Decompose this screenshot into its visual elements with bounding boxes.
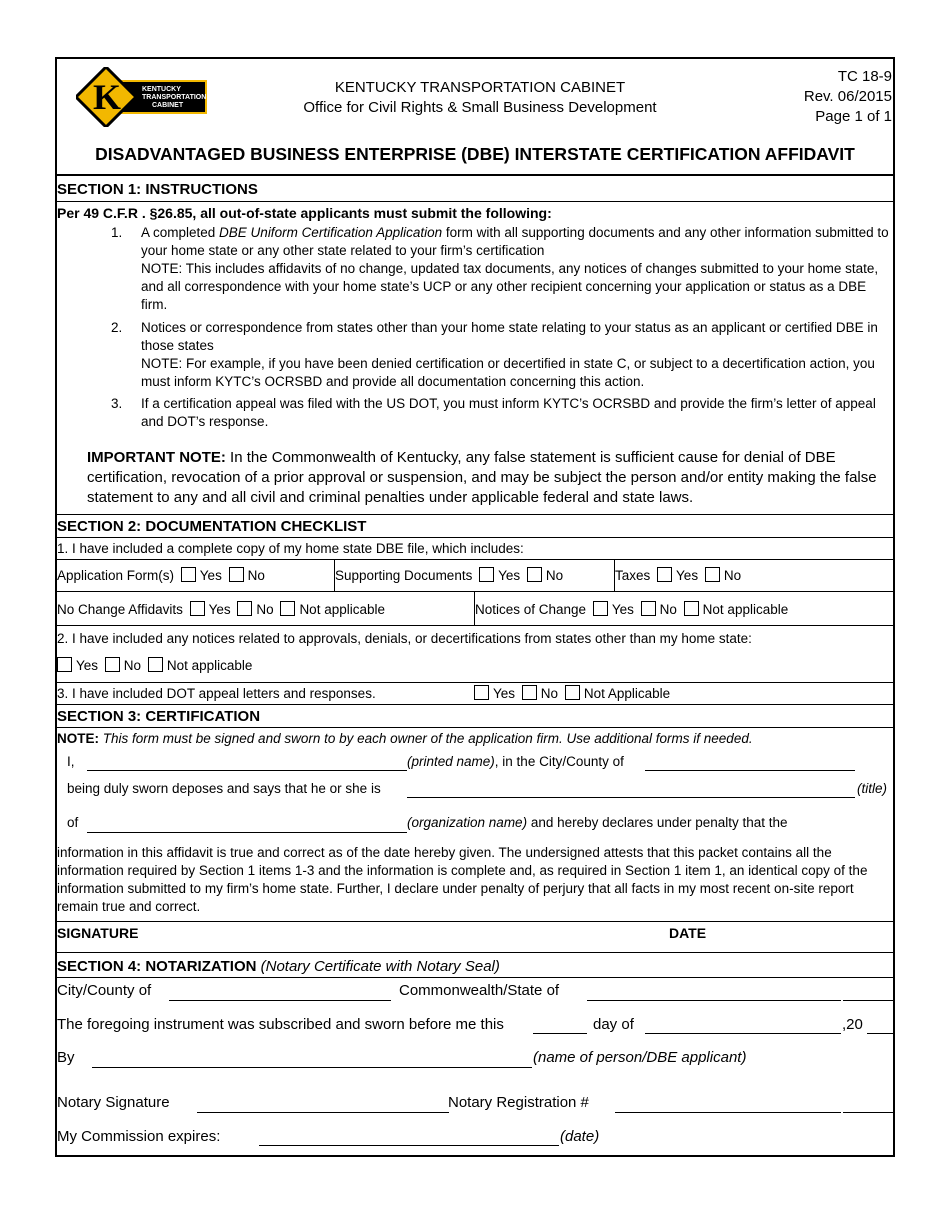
day-of-label: day of <box>593 1016 634 1033</box>
taxes-label: Taxes <box>615 568 651 583</box>
item-1-text-b: form with all supporting documents and any other information submitted to your home state or any other state related to your firm’s certification <box>141 225 889 258</box>
section2-heading: SECTION 2: DOCUMENTATION CHECKLIST <box>57 518 367 535</box>
notary-signature-field[interactable] <box>197 1112 449 1113</box>
notary-city-county-field[interactable] <box>169 1000 391 1001</box>
no-change-yes-checkbox[interactable] <box>190 601 205 616</box>
section4-subtitle: (Notary Certificate with Notary Seal) <box>260 958 500 975</box>
notices-change-no-checkbox[interactable] <box>641 601 656 616</box>
q2-yes-checkbox[interactable] <box>57 657 72 672</box>
divider <box>57 625 893 626</box>
section1-heading: SECTION 1: INSTRUCTIONS <box>57 181 258 198</box>
na-label: Not Applicable <box>583 686 671 701</box>
notices-change-yes-checkbox[interactable] <box>593 601 608 616</box>
no-label: No <box>540 686 559 701</box>
no-label: No <box>723 568 742 583</box>
title-field[interactable] <box>407 797 855 798</box>
item-number: 2. <box>111 320 123 335</box>
name-of-person-field[interactable] <box>92 1067 532 1068</box>
instruction-item-3: If a certification appeal was filed with the US DOT, you must inform KYTC’s OCRSBD and provide the firm’s letter of appeal and DOT’s response. <box>141 396 876 429</box>
important-label: IMPORTANT NOTE: <box>87 449 226 466</box>
note-label: NOTE: <box>57 731 99 746</box>
logo-word-2: TRANSPORTATION <box>142 94 207 101</box>
checklist-q1: 1. I have included a complete copy of my home state DBE file, which includes: <box>57 541 524 556</box>
page-count: Page 1 of 1 <box>815 108 892 125</box>
yes-label: Yes <box>493 686 516 701</box>
supporting-documents-yes-checkbox[interactable] <box>479 567 494 582</box>
divider <box>548 977 893 978</box>
divider <box>57 727 893 728</box>
divider <box>57 704 893 705</box>
declares-label: and hereby declares under penalty that the <box>527 815 788 830</box>
instruction-item-2 <box>141 319 893 391</box>
section3-note <box>57 730 753 748</box>
no-change-affidavits-row <box>57 601 385 619</box>
checklist-q3: 3. I have included DOT appeal letters and responses. <box>57 686 376 701</box>
note-text: This form must be signed and sworn to by each owner of the application firm. Use additional forms if needed. <box>99 731 753 746</box>
name-of-person-caption: (name of person/DBE applicant) <box>533 1049 747 1066</box>
divider <box>57 977 548 978</box>
supporting-documents-no-checkbox[interactable] <box>527 567 542 582</box>
yes-label: Yes <box>676 568 699 583</box>
notices-of-change-label: Notices of Change <box>475 602 587 617</box>
logo-word-1: KENTUCKY <box>142 86 181 93</box>
city-county-field[interactable] <box>645 770 855 771</box>
section4-heading <box>57 957 500 977</box>
item-1-note: NOTE: This includes affidavits of no change, updated tax documents, any notices of changes submitted to your home state, and all correspondence with your home state’s UCP or any other recipient concerning your application or status as a DBE firm. <box>141 261 879 312</box>
item-1-text-a: A completed <box>141 225 220 240</box>
item-2-note: NOTE: For example, if you have been denied certification or decertified in state C, or subject to a decertification action, you must inform KYTC’s OCRSBD and provide all documentation concerning this action. <box>141 356 875 389</box>
application-forms-yes-checkbox[interactable] <box>181 567 196 582</box>
title-caption: (title) <box>857 781 887 796</box>
supporting-documents-row <box>335 567 563 585</box>
checklist-q2: 2. I have included any notices related to approvals, denials, or decertifications from states other than my home state: <box>57 631 752 646</box>
divider <box>57 921 893 922</box>
no-label: No <box>256 602 274 617</box>
commonwealth-label: Commonwealth/State of <box>399 982 560 999</box>
na-label: Not applicable <box>702 602 789 617</box>
item-number: 3. <box>111 396 123 411</box>
notary-registration-field-ext[interactable] <box>843 1112 893 1113</box>
item-1-text <box>141 224 893 260</box>
divider <box>57 174 893 176</box>
foregoing-label: The foregoing instrument was subscribed and sworn before me this <box>57 1016 504 1033</box>
commonwealth-field-ext[interactable] <box>843 1000 893 1001</box>
commission-expires-field[interactable] <box>259 1145 559 1146</box>
taxes-yes-checkbox[interactable] <box>657 567 672 582</box>
city-county-label: , in the City/County of <box>494 754 624 769</box>
printed-name-caption <box>407 753 624 771</box>
printed-name-label: (printed name) <box>407 754 495 769</box>
form-title: DISADVANTAGED BUSINESS ENTERPRISE (DBE) INTERSTATE CERTIFICATION AFFIDAVIT <box>95 144 855 164</box>
application-forms-row <box>57 567 265 585</box>
item-1-text-em: DBE Uniform Certification Application <box>219 225 443 240</box>
of-label: of <box>67 815 79 830</box>
application-forms-no-checkbox[interactable] <box>229 567 244 582</box>
notary-signature-label: Notary Signature <box>57 1094 170 1111</box>
date-label: DATE <box>669 925 707 941</box>
q2-no-checkbox[interactable] <box>105 657 120 672</box>
q3-yes-checkbox[interactable] <box>474 685 489 700</box>
yes-label: Yes <box>199 568 222 583</box>
no-label: No <box>123 658 142 673</box>
divider <box>57 514 893 515</box>
year-label: ,20 <box>842 1016 863 1033</box>
yes-label: Yes <box>498 568 521 583</box>
signature-field[interactable] <box>57 952 893 953</box>
q2-options <box>54 657 252 675</box>
taxes-no-checkbox[interactable] <box>705 567 720 582</box>
logo-letter: K <box>93 77 122 117</box>
form-revision: Rev. 06/2015 <box>803 88 892 105</box>
item-2-text: Notices or correspondence from states other than your home state relating to your status as an applicant or certified DBE in those states <box>141 320 878 353</box>
yes-label: Yes <box>76 658 99 673</box>
organization-name-label: (organization name) <box>407 815 528 830</box>
by-label: By <box>57 1049 75 1066</box>
q3-options <box>471 685 670 703</box>
no-change-na-checkbox[interactable] <box>280 601 295 616</box>
notary-city-county-label: City/County of <box>57 982 152 999</box>
divider <box>57 559 893 560</box>
divider <box>57 201 893 202</box>
q2-na-checkbox[interactable] <box>148 657 163 672</box>
month-field[interactable] <box>645 1033 841 1034</box>
printed-name-field[interactable] <box>87 770 407 771</box>
office-name: Office for Civil Rights & Small Business Development <box>303 99 657 116</box>
q3-na-checkbox[interactable] <box>565 685 580 700</box>
application-forms-label: Application Form(s) <box>57 568 175 583</box>
taxes-row <box>615 567 741 585</box>
divider <box>57 537 893 538</box>
notices-of-change-row <box>475 601 788 619</box>
commonwealth-field[interactable] <box>587 1000 841 1001</box>
logo-word-3: CABINET <box>152 102 184 109</box>
year-field[interactable] <box>867 1033 893 1034</box>
sworn-label: being duly sworn deposes and says that he or she is <box>67 781 381 796</box>
divider <box>57 591 893 592</box>
section4-title: SECTION 4: NOTARIZATION <box>57 958 257 975</box>
section1-intro: Per 49 C.F.R . §26.85, all out-of-state applicants must submit the following: <box>57 205 552 221</box>
form-page <box>55 57 895 1157</box>
organization-caption <box>407 814 788 832</box>
notary-registration-field[interactable] <box>615 1112 841 1113</box>
yes-label: Yes <box>611 602 634 617</box>
no-change-no-checkbox[interactable] <box>237 601 252 616</box>
signature-label: SIGNATURE <box>57 925 139 941</box>
divider <box>57 682 893 683</box>
no-change-affidavits-label: No Change Affidavits <box>57 602 183 617</box>
no-label: No <box>545 568 564 583</box>
day-field[interactable] <box>533 1033 587 1034</box>
section3-heading: SECTION 3: CERTIFICATION <box>57 708 261 725</box>
important-text: In the Commonwealth of Kentucky, any false statement is sufficient cause for denial of DBE certification, revocation of a prior approval or suspension, and may be subject the person and/or entity making the false statement to any and all civil and criminal penalties under applicable federal and state laws. <box>87 449 877 506</box>
organization-name-field[interactable] <box>87 832 407 833</box>
agency-name: KENTUCKY TRANSPORTATION CABINET <box>334 79 626 96</box>
q3-no-checkbox[interactable] <box>522 685 537 700</box>
commission-expires-label: My Commission expires: <box>57 1128 221 1145</box>
notices-change-na-checkbox[interactable] <box>684 601 699 616</box>
no-label: No <box>247 568 265 583</box>
instruction-item-1 <box>141 224 893 314</box>
no-label: No <box>659 602 677 617</box>
certification-statement: information in this affidavit is true and correct as of the date hereby given. The undersigned attests that this packet contains all the information required by Section 1 items 1-3 and the information is complete and, as required in Section 1 item 1, an identical copy of the information submitted to my firm’s home state. Further, I declare under penalty of perjury that all facts in my most recent on-site report remain true and correct. <box>57 845 868 914</box>
commission-date-caption: (date) <box>560 1128 600 1145</box>
i-label: I, <box>67 754 75 769</box>
important-note <box>87 448 889 508</box>
na-label: Not applicable <box>299 602 385 617</box>
item-number: 1. <box>111 225 123 240</box>
na-label: Not applicable <box>166 658 253 673</box>
notary-registration-label: Notary Registration # <box>448 1094 589 1111</box>
yes-label: Yes <box>208 602 231 617</box>
supporting-documents-label: Supporting Documents <box>335 568 473 583</box>
form-number: TC 18-9 <box>837 68 892 85</box>
